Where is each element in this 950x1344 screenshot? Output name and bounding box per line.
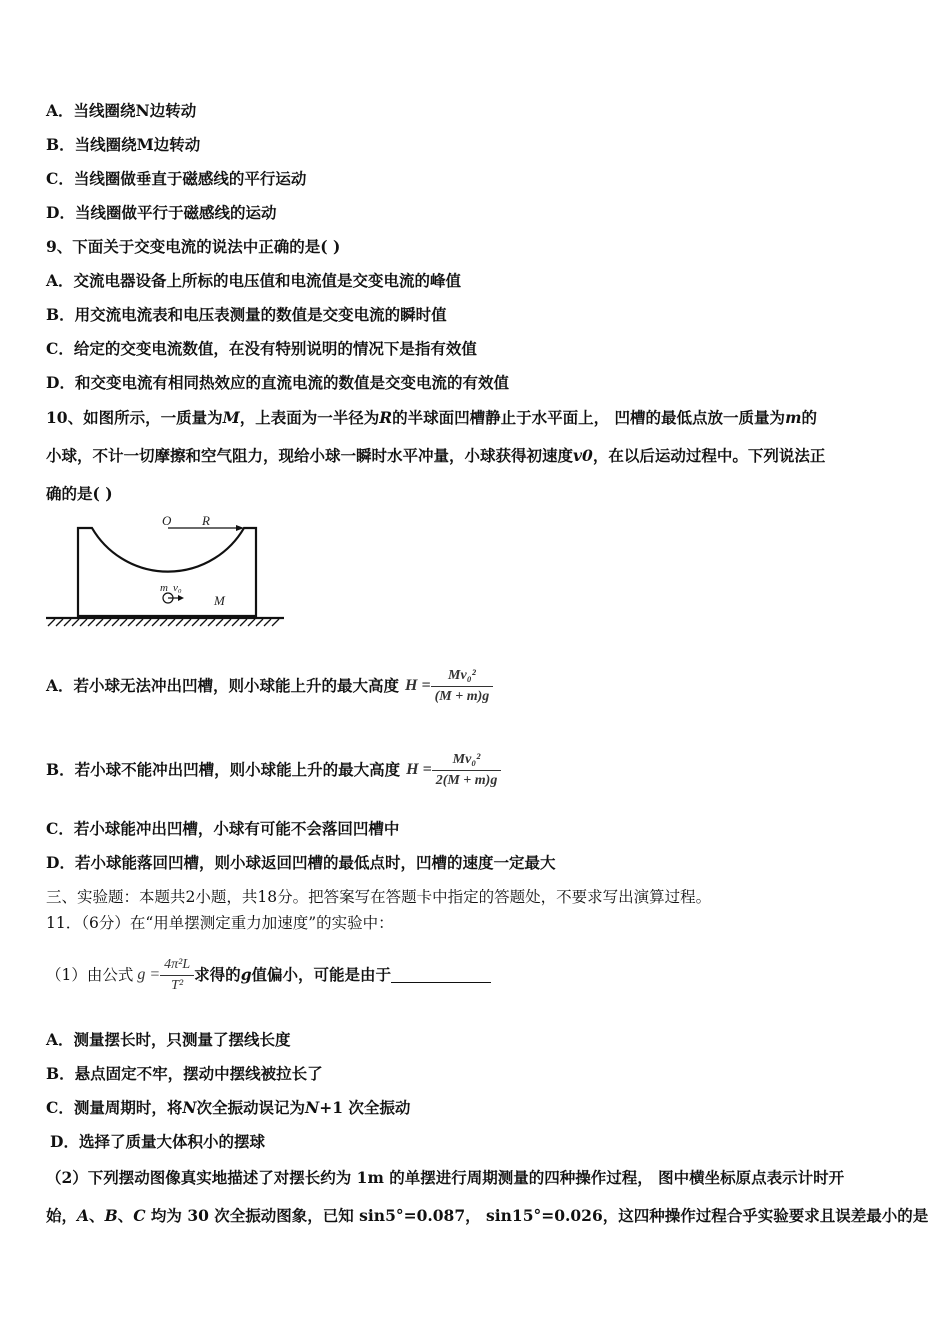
- formula-lhs: H =: [405, 677, 431, 694]
- q10-option-c: C．若小球能冲出凹槽，小球有可能不会落回凹槽中: [46, 819, 400, 838]
- label-r: R: [202, 513, 210, 528]
- q10-option-d: D．若小球能落回凹槽，则小球返回凹槽的最低点时，凹槽的速度一定最大: [46, 853, 556, 872]
- q8-option-c: C．当线圈做垂直于磁感线的平行运动: [46, 169, 307, 188]
- label-big-m: M: [214, 593, 225, 608]
- q11-option-d: D．选择了质量大体积小的摆球: [50, 1132, 265, 1151]
- q11-part2-line2: 始，A、B、C 均为 30 次全振动图象，已知 sin5°=0.087， sin15°=0.026，这四种操作过程合乎实验要求且误差最小的是: [46, 1206, 929, 1225]
- label-m: m: [160, 582, 168, 594]
- q9-option-a: A．交流电器设备上所标的电压值和电流值是交变电流的峰值: [46, 271, 462, 290]
- q9-option-c: C．给定的交变电流数值，在没有特别说明的情况下是指有效值: [46, 339, 477, 358]
- formula-fraction: $\frac{\text{4π²L}}{\text{T²}}$: [160, 955, 194, 996]
- ground-hatching: [48, 619, 279, 626]
- q10-option-b: B． 若小球不能冲出凹槽，则小球能上升的最大高度 H = $\frac{\text{Mv₀²}}{2(M + m)g}$: [46, 750, 501, 790]
- q11-stem: 11．（6分）在“用单摆测定重力加速度”的实验中：: [46, 914, 394, 932]
- q10-figure: [44, 508, 290, 633]
- q11-option-b: B．悬点固定不牢，摆动中摆线被拉长了: [46, 1064, 323, 1083]
- q10-stem-line3: 确的是( ): [46, 484, 113, 503]
- answer-blank[interactable]: [391, 968, 491, 983]
- q9-option-b: B．用交流电流表和电压表测量的数值是交变电流的瞬时值: [46, 305, 447, 324]
- q10-stem-line1: 10、如图所示，一质量为M，上表面为一半径为R的半球面凹槽静止于水平面上， 凹槽的最低点放一质量为m的: [46, 408, 817, 427]
- formula-fraction: $\frac{\text{Mv₀²}}{2(M + m)g}$: [432, 750, 502, 791]
- label-v0: v₀: [173, 582, 182, 594]
- q8-option-a: A．当线圈绕N边转动: [46, 101, 197, 120]
- q10-option-a: A． 若小球无法冲出凹槽，则小球能上升的最大高度 H = $\frac{\text{Mv₀²}}{(M + m)g}$: [46, 666, 493, 706]
- q11-option-c: C．测量周期时，将N次全振动误记为N+1 次全振动: [46, 1098, 411, 1117]
- q8-option-b: B．当线圈绕M边转动: [46, 135, 201, 154]
- formula-fraction: $\frac{\text{Mv₀²}}{(M + m)g}$: [431, 666, 494, 707]
- q10-stem-line2: 小球，不计一切摩擦和空气阻力，现给小球一瞬时水平冲量，小球获得初速度v0，在以后运动过程中。下列说法正: [46, 446, 826, 465]
- q9-option-d: D．和交变电流有相同热效应的直流电流的数值是交变电流的有效值: [46, 373, 509, 392]
- velocity-arrowhead: [178, 595, 184, 601]
- formula-lhs: H =: [406, 761, 432, 778]
- q11-option-a: A．测量摆长时，只测量了摆线长度: [46, 1030, 291, 1049]
- q9-stem: 9、下面关于交变电流的说法中正确的是( ): [46, 237, 341, 256]
- q11-part1: （1）由公式 g = $\frac{\text{4π²L}}{\text{T²}}$ 求得的 g 值偏小，可能是由于: [46, 954, 491, 996]
- q8-option-d: D．当线圈做平行于磁感线的运动: [46, 203, 277, 222]
- section-3-heading: 三、实验题：本题共2小题，共18分。把答案写在答题卡中指定的答题处，不要求写出演算过程。: [46, 888, 712, 906]
- formula-lhs: g =: [137, 966, 161, 983]
- q11-part2-line1: （2）下列摆动图像真实地描述了对摆长约为 1m 的单摆进行周期测量的四种操作过程， 图中横坐标原点表示计时开: [46, 1168, 845, 1187]
- label-o: O: [162, 513, 172, 528]
